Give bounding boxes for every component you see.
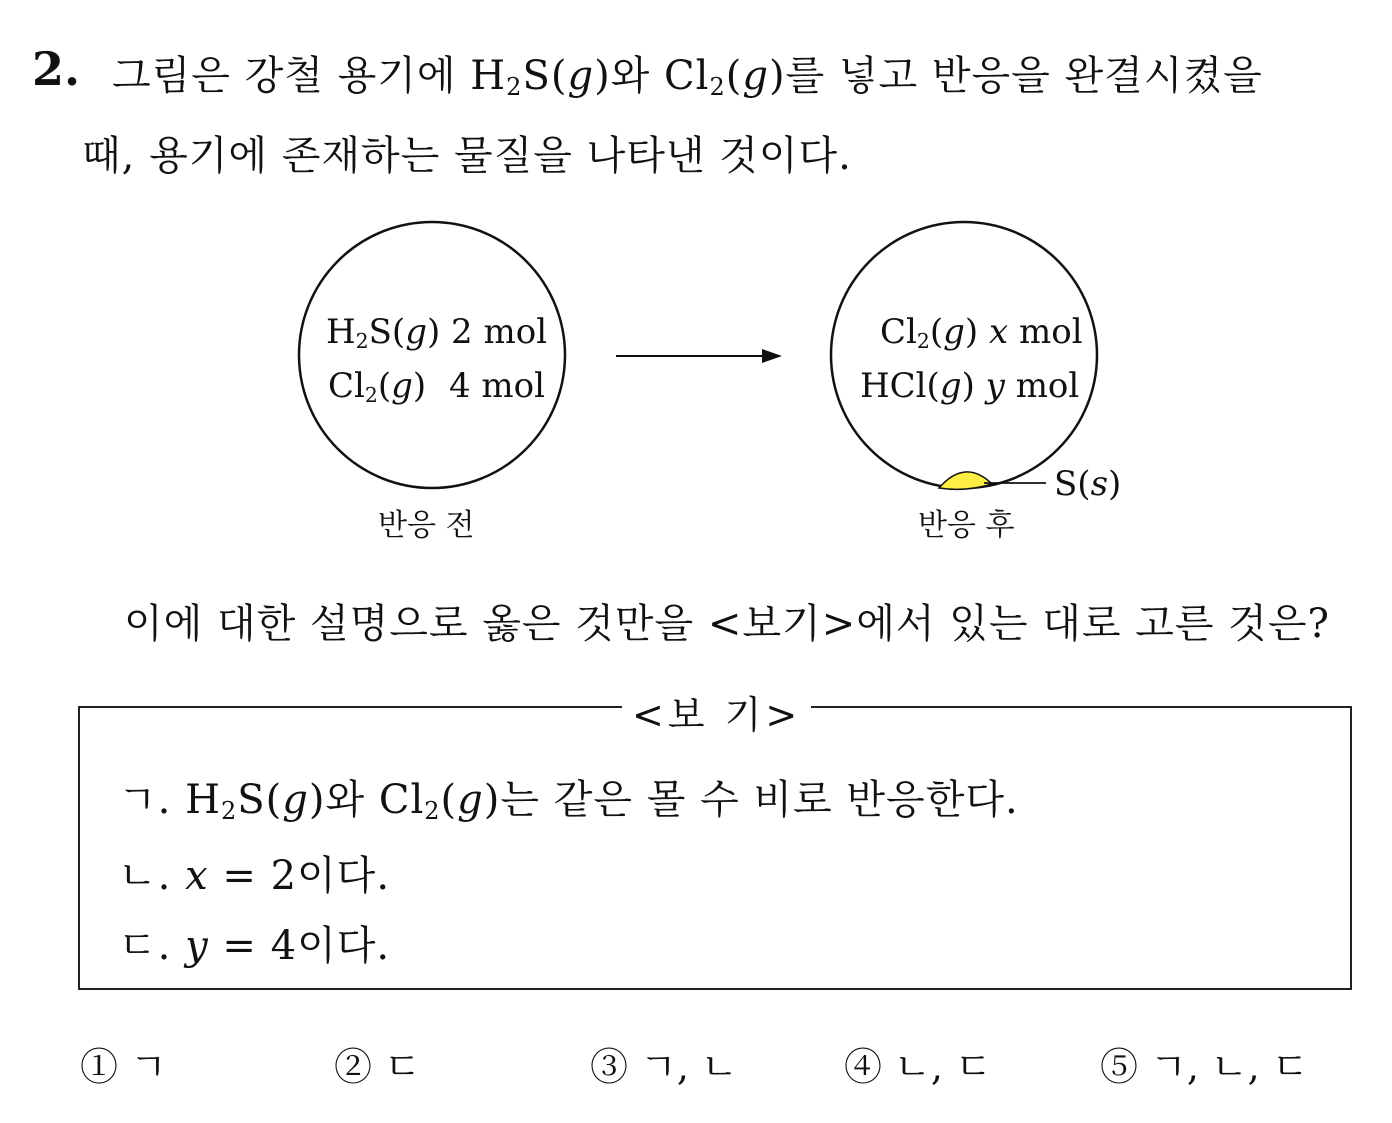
before-h2s-amount: 2 mol — [451, 312, 548, 352]
option-1[interactable] — [80, 1036, 167, 1091]
question-line-1-b: 와 — [610, 53, 665, 99]
bogi-item-3-eq: = 4 — [208, 923, 298, 969]
formula-cl2: $Cl_2(g)$ — [664, 53, 786, 101]
option-4[interactable] — [844, 1036, 992, 1091]
option-3-num: ③ — [590, 1045, 629, 1089]
bogi-title: <보 기> — [622, 684, 811, 739]
bogi-item-1-cl2: $Cl_2(g)$ — [378, 777, 501, 825]
before-caption: 반응 전 — [378, 508, 475, 543]
option-4-label: ㄴ, ㄷ — [894, 1045, 992, 1089]
option-2[interactable] — [334, 1036, 421, 1091]
option-2-num: ② — [334, 1045, 373, 1089]
question-line-1-c: 를 넣고 반응을 완결시켰을 — [785, 53, 1263, 99]
reaction-figure — [0, 200, 1392, 560]
bogi-item-3 — [118, 914, 390, 971]
before-flask — [299, 222, 565, 488]
bogi-item-2-tail: 이다. — [297, 853, 391, 899]
option-5[interactable] — [1100, 1036, 1309, 1091]
bogi-item-1-h2s: $H_2S(g)$ — [185, 777, 326, 825]
option-2-label: ㄷ — [384, 1045, 421, 1089]
option-5-num: ⑤ — [1100, 1045, 1139, 1089]
bogi-item-3-var: y — [185, 923, 209, 969]
bogi-item-1 — [118, 768, 1019, 825]
option-3-label: ㄱ, ㄴ — [640, 1045, 738, 1089]
after-hcl: HCl(g) y mol — [860, 366, 1080, 406]
sulfur-solid — [939, 472, 992, 489]
sulfur-label: S(s) — [1054, 464, 1122, 504]
option-4-num: ④ — [844, 1045, 883, 1089]
question-line-2: 때, 용기에 존재하는 물질을 나타낸 것이다. — [82, 133, 852, 179]
reaction-arrow-head — [762, 349, 782, 363]
bogi-item-2 — [118, 844, 390, 901]
option-5-label: ㄱ, ㄴ, ㄷ — [1150, 1045, 1309, 1089]
sulfur-label-symbol: S — [1054, 464, 1078, 504]
bogi-item-1-text-b: 는 같은 몰 수 비로 반응한다. — [500, 777, 1019, 823]
bogi-item-2-var: x — [185, 853, 209, 899]
formula-h2s: $H_2S(g)$ — [470, 53, 611, 101]
before-cl2-amount: 4 mol — [448, 366, 546, 406]
bogi-item-1-marker: ㄱ. — [118, 777, 172, 823]
bogi-item-3-marker: ㄷ. — [118, 923, 172, 969]
after-hcl-amount: mol — [1015, 366, 1080, 406]
option-1-label: ㄱ — [130, 1045, 167, 1089]
before-h2s: $H_2S(g)$ 2 mol — [326, 312, 548, 354]
question-prompt: 이에 대한 설명으로 옳은 것만을 <보기>에서 있는 대로 고른 것은? — [124, 601, 1330, 647]
question-number: 2. — [32, 42, 81, 96]
bogi-item-1-text-a: 와 — [325, 777, 379, 823]
option-1-num: ① — [80, 1045, 119, 1089]
after-cl2: $Cl_2(g)$ x mol — [880, 312, 1083, 354]
bogi-item-3-tail: 이다. — [297, 923, 391, 969]
question-line-1 — [112, 44, 1263, 101]
bogi-item-2-marker: ㄴ. — [118, 853, 172, 899]
bogi-item-2-eq: = 2 — [208, 853, 298, 899]
after-caption: 반응 후 — [918, 508, 1015, 543]
before-cl2: $Cl_2(g)$ 4 mol — [328, 366, 546, 408]
after-cl2-amount: mol — [1018, 312, 1083, 352]
question-line-1-a: 그림은 강철 용기에 — [112, 53, 471, 99]
after-flask — [831, 222, 1097, 488]
option-3[interactable] — [590, 1036, 738, 1091]
